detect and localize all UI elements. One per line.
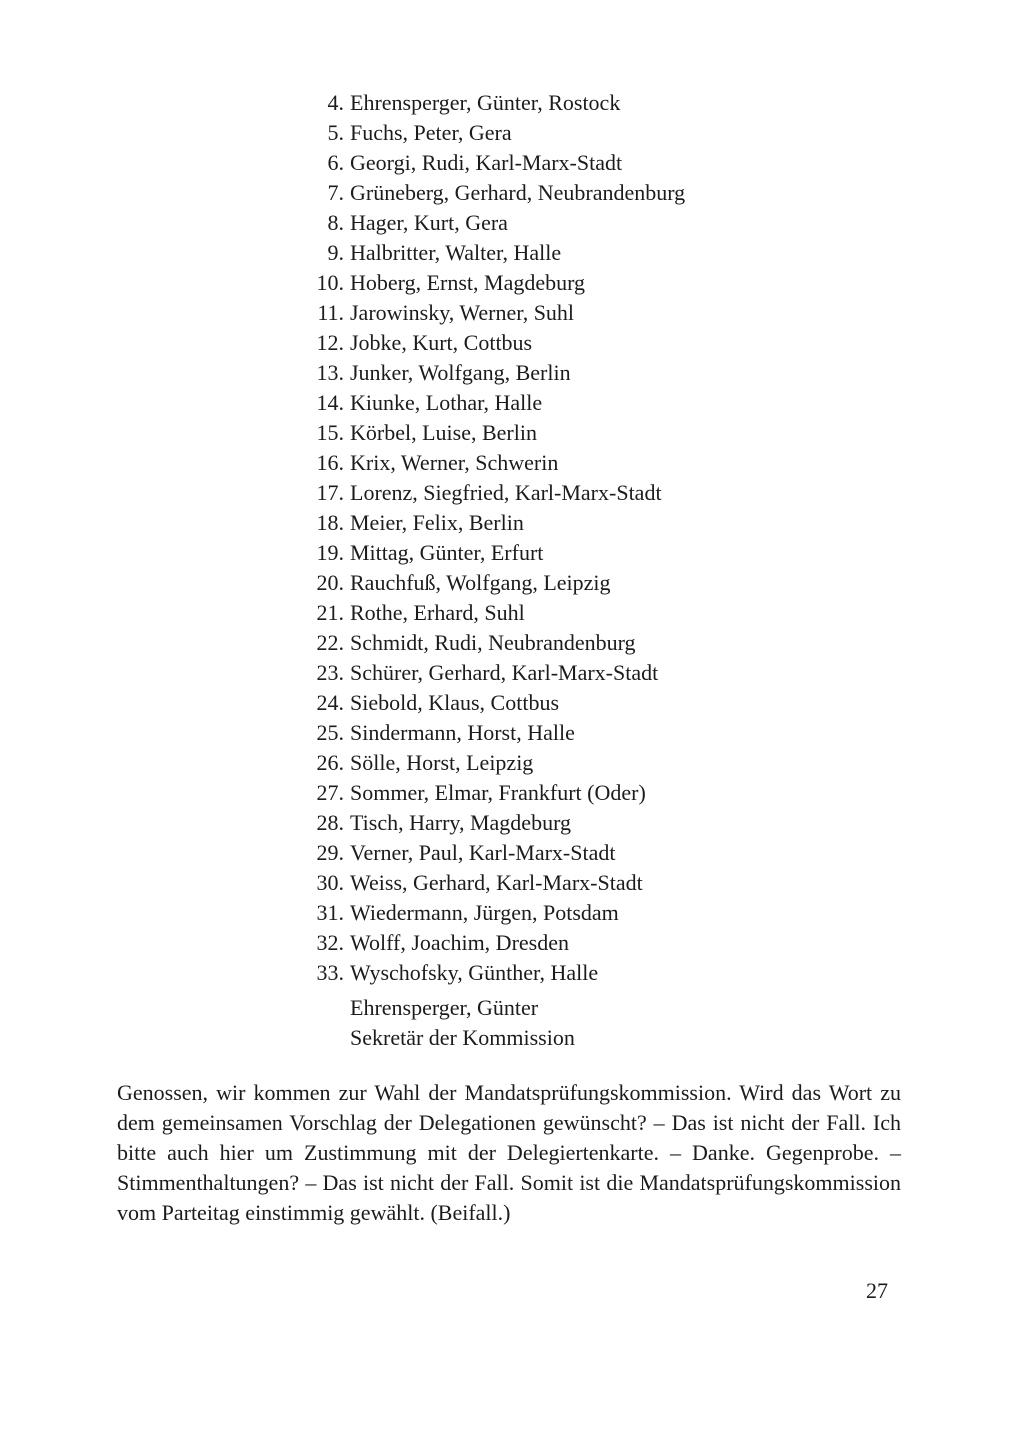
member-name: Hoberg, Ernst, Magdeburg	[350, 270, 586, 295]
list-item	[300, 688, 685, 718]
list-item	[300, 898, 685, 928]
member-name: Sommer, Elmar, Frankfurt (Oder)	[350, 780, 646, 805]
list-item	[300, 958, 685, 988]
member-number: 26.	[316, 750, 344, 775]
member-name: Rauchfuß, Wolfgang, Leipzig	[350, 570, 611, 595]
member-name: Hager, Kurt, Gera	[350, 210, 508, 235]
member-name: Meier, Felix, Berlin	[350, 510, 524, 535]
list-item	[300, 388, 685, 418]
list-item	[300, 148, 685, 178]
signature-block	[350, 993, 575, 1053]
member-name: Schürer, Gerhard, Karl-Marx-Stadt	[350, 660, 659, 685]
member-name: Sindermann, Horst, Halle	[350, 720, 575, 745]
member-name: Verner, Paul, Karl-Marx-Stadt	[350, 840, 616, 865]
member-number: 7.	[327, 180, 344, 205]
member-number: 17.	[316, 480, 344, 505]
member-name: Wyschofsky, Günther, Halle	[350, 960, 599, 985]
member-name: Ehrensperger, Günter, Rostock	[350, 90, 621, 115]
member-number: 16.	[316, 450, 344, 475]
member-name: Schmidt, Rudi, Neubrandenburg	[350, 630, 636, 655]
list-item	[300, 298, 685, 328]
member-number: 9.	[327, 240, 344, 265]
member-number: 6.	[327, 150, 344, 175]
list-item	[300, 208, 685, 238]
member-name: Mittag, Günter, Erfurt	[350, 540, 544, 565]
member-name: Fuchs, Peter, Gera	[350, 120, 512, 145]
list-item	[300, 778, 685, 808]
signatory-name: Ehrensperger, Günter	[350, 995, 539, 1020]
member-number: 20.	[316, 570, 344, 595]
list-item	[300, 808, 685, 838]
member-number: 32.	[316, 930, 344, 955]
member-name: Jarowinsky, Werner, Suhl	[350, 300, 575, 325]
member-name: Krix, Werner, Schwerin	[350, 450, 559, 475]
member-number: 8.	[327, 210, 344, 235]
list-item	[300, 88, 685, 118]
list-item	[300, 568, 685, 598]
member-name: Wiedermann, Jürgen, Potsdam	[350, 900, 619, 925]
body-paragraph: Genossen, wir kommen zur Wahl der Mandatsprüfungskommission. Wird das Wort zu dem gemeinsamen Vorschlag der Delegationen gewünscht? – Das ist nicht der Fall. Ich bitte auch hier um Zustimmung mit der Delegiertenkarte. – Danke. Gegenprobe. – Stimmenthaltungen? – Das ist nicht der Fall. Somit ist die Mandatsprüfungskommission vom Parteitag einstimmig gewählt. (Beifall.)	[117, 1080, 901, 1225]
member-name: Junker, Wolfgang, Berlin	[350, 360, 571, 385]
member-name: Lorenz, Siegfried, Karl-Marx-Stadt	[350, 480, 662, 505]
member-number: 15.	[316, 420, 344, 445]
list-item	[300, 478, 685, 508]
member-name: Halbritter, Walter, Halle	[350, 240, 562, 265]
list-item	[300, 328, 685, 358]
list-item	[300, 538, 685, 568]
member-name: Tisch, Harry, Magdeburg	[350, 810, 571, 835]
member-number: 23.	[316, 660, 344, 685]
member-number: 30.	[316, 870, 344, 895]
member-name: Rothe, Erhard, Suhl	[350, 600, 525, 625]
member-number: 18.	[316, 510, 344, 535]
list-item	[300, 418, 685, 448]
list-item	[300, 658, 685, 688]
commission-member-list	[300, 88, 685, 988]
member-number: 14.	[316, 390, 344, 415]
member-name: Wolff, Joachim, Dresden	[350, 930, 569, 955]
member-number: 13.	[316, 360, 344, 385]
member-number: 24.	[316, 690, 344, 715]
list-item	[300, 718, 685, 748]
member-name: Siebold, Klaus, Cottbus	[350, 690, 560, 715]
member-number: 5.	[327, 120, 344, 145]
list-item	[300, 748, 685, 778]
list-item	[300, 838, 685, 868]
member-name: Kiunke, Lothar, Halle	[350, 390, 543, 415]
list-item	[300, 238, 685, 268]
list-item	[300, 928, 685, 958]
member-number: 31.	[316, 900, 344, 925]
member-number: 22.	[316, 630, 344, 655]
member-number: 21.	[316, 600, 344, 625]
member-name: Körbel, Luise, Berlin	[350, 420, 537, 445]
list-item	[300, 868, 685, 898]
list-item	[300, 628, 685, 658]
list-item	[300, 448, 685, 478]
member-number: 11.	[317, 300, 344, 325]
member-number: 27.	[316, 780, 344, 805]
page-number: 27	[866, 1278, 888, 1303]
list-item	[300, 358, 685, 388]
member-number: 10.	[316, 270, 344, 295]
list-item	[300, 118, 685, 148]
member-name: Jobke, Kurt, Cottbus	[350, 330, 533, 355]
list-item	[300, 178, 685, 208]
list-item	[300, 598, 685, 628]
member-number: 33.	[316, 960, 344, 985]
list-item	[300, 268, 685, 298]
member-number: 28.	[316, 810, 344, 835]
member-number: 29.	[316, 840, 344, 865]
signatory-role: Sekretär der Kommission	[350, 1025, 575, 1050]
member-name: Grüneberg, Gerhard, Neubrandenburg	[350, 180, 686, 205]
list-item	[300, 508, 685, 538]
member-number: 4.	[327, 90, 344, 115]
member-number: 25.	[316, 720, 344, 745]
member-name: Georgi, Rudi, Karl-Marx-Stadt	[350, 150, 623, 175]
member-name: Weiss, Gerhard, Karl-Marx-Stadt	[350, 870, 643, 895]
member-number: 12.	[316, 330, 344, 355]
member-number: 19.	[316, 540, 344, 565]
member-name: Sölle, Horst, Leipzig	[350, 750, 534, 775]
